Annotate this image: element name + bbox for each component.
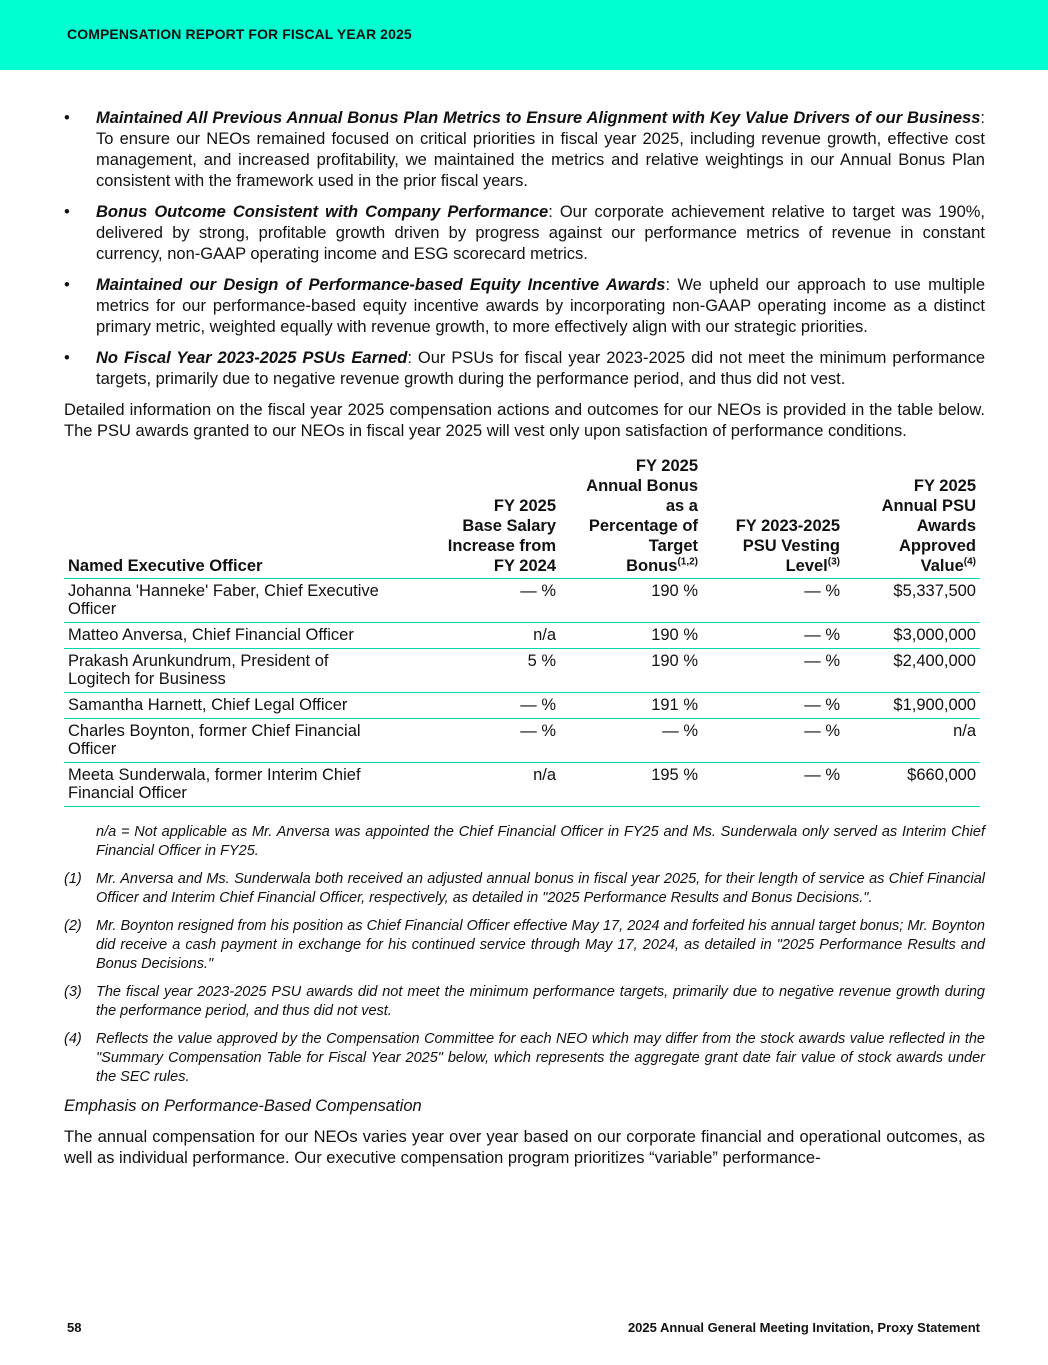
header-line: FY 2025	[635, 457, 698, 475]
footnote-ref: (4)	[963, 556, 976, 568]
col-header-neo	[64, 456, 390, 579]
header-line: FY 2025	[913, 477, 976, 495]
table-footnotes	[64, 823, 985, 1087]
list-item	[64, 275, 985, 338]
salary-increase: — %	[390, 719, 560, 763]
header-line: Approved	[898, 537, 976, 555]
header-line: Base Salary	[462, 517, 556, 535]
table-header-row	[64, 456, 980, 579]
closing-paragraph: The annual compensation for our NEOs varies year over year based on our corporate financial and operational outcomes, as well as individual performance. Our executive compensation program prioritizes “variable” performance-	[64, 1128, 985, 1167]
neo-name: Prakash Arunkundrum, President of Logitech for Business	[64, 649, 390, 693]
salary-increase: — %	[390, 579, 560, 623]
psu-vesting: — %	[702, 719, 844, 763]
psu-award-value: $3,000,000	[844, 623, 980, 649]
table-row	[64, 763, 980, 807]
header-line: as a	[665, 497, 698, 515]
footer-title: 2025 Annual General Meeting Invitation, Proxy Statement	[627, 1320, 980, 1335]
neo-name: Charles Boynton, former Chief Financial Officer	[64, 719, 390, 763]
col-header-salary	[390, 456, 560, 579]
psu-award-value: $660,000	[844, 763, 980, 807]
bonus-percentage: 190 %	[560, 623, 702, 649]
bullet-lead: No Fiscal Year 2023-2025 PSUs Earned	[96, 349, 408, 367]
bonus-percentage: 195 %	[560, 763, 702, 807]
bullet-lead: Maintained our Design of Performance-based Equity Incentive Awards	[96, 276, 666, 294]
bullet-marker: •	[64, 109, 70, 127]
header-line: FY 2023-2025	[735, 517, 840, 535]
table-row	[64, 649, 980, 693]
table-row	[64, 719, 980, 763]
highlights-list	[64, 108, 985, 390]
psu-award-value: n/a	[844, 719, 980, 763]
list-item	[64, 108, 985, 192]
footnote	[64, 917, 985, 974]
bullet-marker: •	[64, 203, 70, 221]
bullet-lead: Bonus Outcome Consistent with Company Performance	[96, 203, 549, 221]
salary-increase: n/a	[390, 763, 560, 807]
header-line: Target	[648, 537, 698, 555]
footnote-mark: (3)	[64, 984, 82, 1000]
bonus-percentage: 190 %	[560, 579, 702, 623]
footnote	[64, 823, 985, 861]
col-header-bonus	[560, 456, 702, 579]
psu-vesting: — %	[702, 623, 844, 649]
compensation-table	[64, 456, 980, 807]
footnote	[64, 983, 985, 1021]
header-line: Annual PSU	[881, 497, 976, 515]
footnote-text: The fiscal year 2023-2025 PSU awards did not meet the minimum performance targets, primarily due to negative revenue growth during the performance period, and thus did not vest.	[96, 984, 985, 1019]
header-line: Value	[920, 557, 964, 575]
bonus-percentage: 191 %	[560, 693, 702, 719]
footnote-ref: (3)	[827, 556, 840, 568]
bonus-percentage: — %	[560, 719, 702, 763]
neo-name: Samantha Harnett, Chief Legal Officer	[64, 693, 390, 719]
salary-increase: 5 %	[390, 649, 560, 693]
salary-increase: — %	[390, 693, 560, 719]
header-line: PSU Vesting	[742, 537, 840, 555]
psu-vesting: — %	[702, 579, 844, 623]
footnote	[64, 870, 985, 908]
header-line: Percentage of	[588, 517, 698, 535]
psu-vesting: — %	[702, 693, 844, 719]
header-line: Annual Bonus	[586, 477, 698, 495]
main-content	[64, 108, 985, 1183]
list-item	[64, 202, 985, 265]
psu-award-value: $2,400,000	[844, 649, 980, 693]
footnote-mark: (4)	[64, 1031, 82, 1047]
bullet-text: : We upheld our approach to use multiple metrics for our performance-based equity incentive awards by incorporating non-GAAP operating income as a distinct primary metric, weighted equally with revenue growth, to more effectively align with our strategic priorities.	[96, 276, 985, 336]
page-header-title: COMPENSATION REPORT FOR FISCAL YEAR 2025	[67, 26, 412, 42]
psu-vesting: — %	[702, 649, 844, 693]
table-row	[64, 623, 980, 649]
psu-award-value: $1,900,000	[844, 693, 980, 719]
intro-paragraph: Detailed information on the fiscal year 2025 compensation actions and outcomes for our NEOs is provided in the table below. The PSU awards granted to our NEOs in fiscal year 2025 will vest only upon satisfaction of performance conditions.	[64, 401, 985, 440]
list-item	[64, 348, 985, 390]
bullet-marker: •	[64, 349, 70, 367]
header-line: Increase from	[447, 537, 556, 555]
neo-name: Meeta Sunderwala, former Interim Chief Financial Officer	[64, 763, 390, 807]
footnote-text: n/a = Not applicable as Mr. Anversa was appointed the Chief Financial Officer in FY25 and Ms. Sunderwala only served as Interim Chief Financial Officer in FY25.	[96, 824, 985, 859]
footnote	[64, 1030, 985, 1087]
footnote-mark: (2)	[64, 918, 82, 934]
table-row	[64, 693, 980, 719]
neo-name: Matteo Anversa, Chief Financial Officer	[64, 623, 390, 649]
bullet-marker: •	[64, 276, 70, 294]
footnote-ref: (1,2)	[677, 556, 698, 568]
page-number: 58	[67, 1320, 82, 1335]
header-line: Level	[785, 557, 828, 575]
section-subheading: Emphasis on Performance-Based Compensation	[64, 1097, 422, 1115]
neo-name: Johanna 'Hanneke' Faber, Chief Executive Officer	[64, 579, 390, 623]
footnote-text: Mr. Anversa and Ms. Sunderwala both received an adjusted annual bonus in fiscal year 2025, for their length of service as Chief Financial Officer and Interim Chief Financial Officer, respectively, as detailed in "2025 Performance Results and Bonus Decisions.".	[96, 871, 985, 906]
header-line: FY 2024	[493, 557, 556, 575]
header-line: FY 2025	[493, 497, 556, 515]
header-line: Awards	[916, 517, 976, 535]
col-header-award	[844, 456, 980, 579]
col-header-psu	[702, 456, 844, 579]
footnote-text: Reflects the value approved by the Compensation Committee for each NEO which may differ from the stock awards value reflected in the "Summary Compensation Table for Fiscal Year 2025" below, which represents the aggregate grant date fair value of stock awards under the SEC rules.	[96, 1031, 985, 1085]
psu-vesting: — %	[702, 763, 844, 807]
bullet-text: : Our corporate achievement relative to target was 190%, delivered by strong, profitable growth driven by progress against our performance metrics of revenue in constant currency, non-GAAP operating income and ESG scorecard metrics.	[96, 203, 985, 263]
bullet-lead: Maintained All Previous Annual Bonus Plan Metrics to Ensure Alignment with Key Value Drivers of our Business	[96, 109, 981, 127]
footnote-mark: (1)	[64, 871, 82, 887]
header-line: Bonus	[626, 557, 678, 575]
bullet-text: : Our PSUs for fiscal year 2023-2025 did not meet the minimum performance targets, primarily due to negative revenue growth during the performance period, and thus did not vest.	[96, 349, 985, 388]
bullet-text: : To ensure our NEOs remained focused on critical priorities in fiscal year 2025, including revenue growth, effective cost management, and increased profitability, we maintained the metrics and relative weightings in our Annual Bonus Plan consistent with the framework used in the prior fiscal years.	[96, 109, 985, 190]
psu-award-value: $5,337,500	[844, 579, 980, 623]
table-row	[64, 579, 980, 623]
bonus-percentage: 190 %	[560, 649, 702, 693]
footnote-text: Mr. Boynton resigned from his position as Chief Financial Officer effective May 17, 2024 and forfeited his annual target bonus; Mr. Boynton did receive a cash payment in exchange for his continued service through May 17, 2024, as detailed in "2025 Performance Results and Bonus Decisions."	[96, 918, 985, 972]
header-label: Named Executive Officer	[68, 557, 263, 575]
salary-increase: n/a	[390, 623, 560, 649]
